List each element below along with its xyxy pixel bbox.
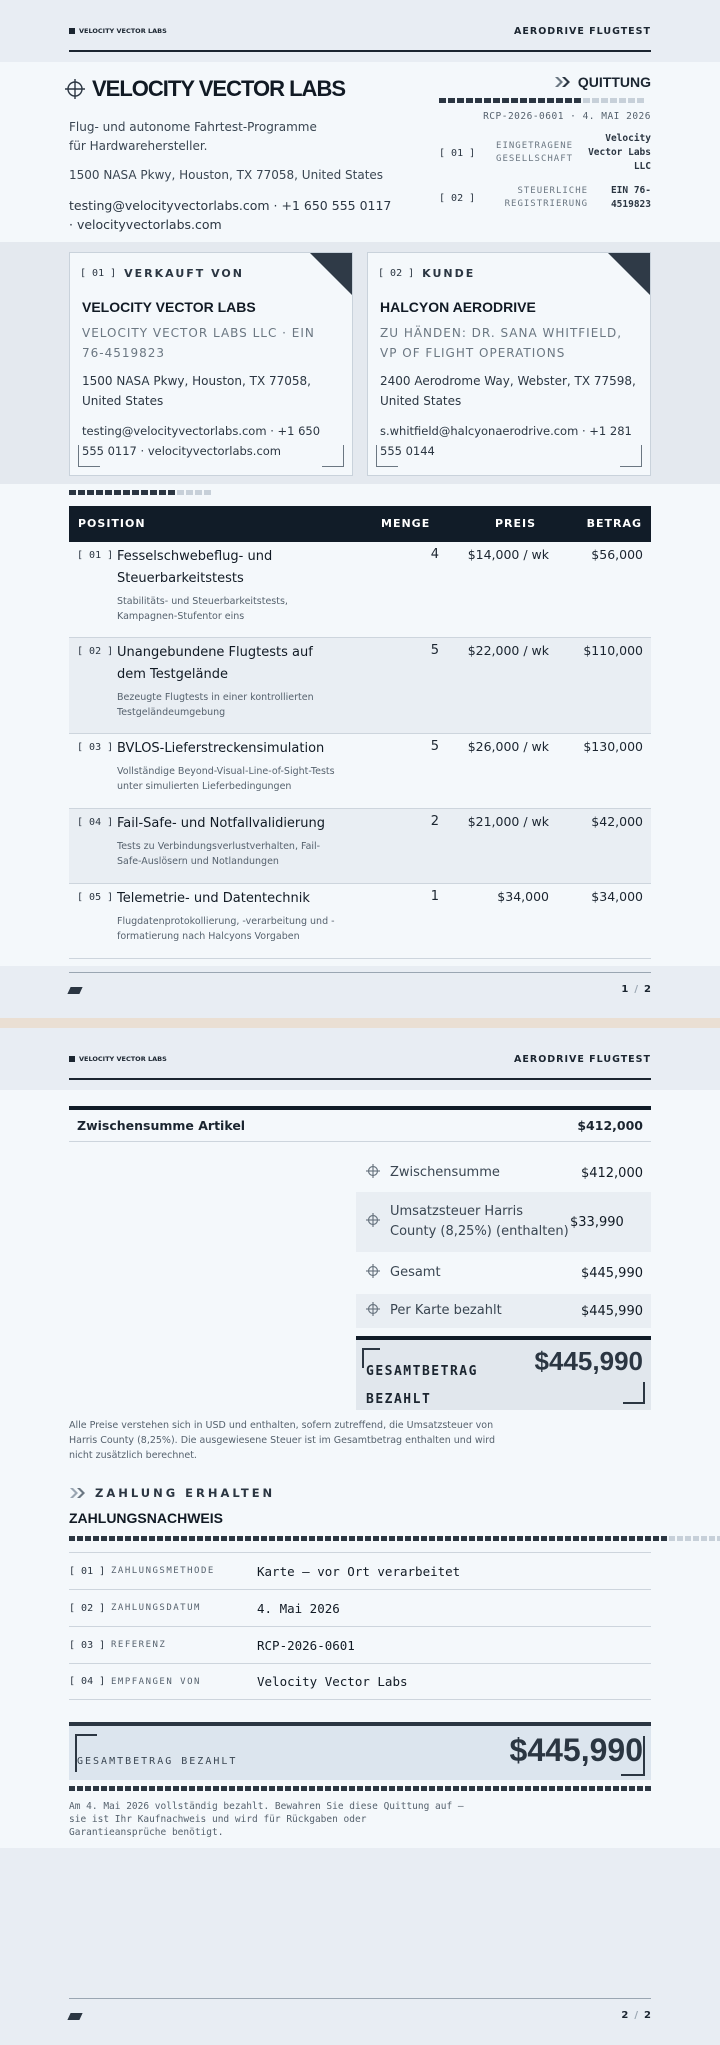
double-chevron-icon	[69, 1487, 87, 1499]
company-address: 1500 NASA Pkwy, Houston, TX 77058, United States	[69, 168, 384, 182]
bottom-dashes	[69, 1786, 651, 1791]
table-row: [ 01 ] Fesselschwebeflug- und Steuerbarkeitstests Stabilitäts- und Steuerbarkeitstests, Kampagnen-Stufentor eins 4 $14,000 / wk $56,000	[69, 542, 651, 638]
paid-total-label: GESAMTBETRAG BEZAHLT	[77, 1756, 238, 1767]
seller-contact: testing@velocityvectorlabs.com · +1 650 555 0117 · velocityvectorlabs.com	[82, 424, 321, 458]
summary-body	[0, 1090, 720, 1848]
registration-row: [ 02 ] STEUERLICHE REGISTRIERUNG EIN 76-4519823	[439, 185, 651, 210]
running-header	[69, 20, 651, 42]
table-row: [ 03 ] BVLOS-Lieferstreckensimulation Vollständige Beyond-Visual-Line-of-Sight-Tests unter simulierten Lieferbedingungen 5 $26,000 / wk $130,000	[69, 734, 651, 809]
double-chevron-icon	[554, 76, 572, 88]
page-footer	[69, 972, 651, 995]
parallelogram-icon	[67, 2013, 82, 2020]
paid-total-box	[69, 1722, 651, 1780]
table-header: POSITION MENGE PREIS BETRAG	[69, 506, 651, 542]
grand-total-box	[356, 1336, 651, 1410]
header-doc-title: AERODRIVE FLUGTEST	[514, 25, 651, 37]
customer-contact: s.whitfield@halcyonaerodrive.com · +1 281 555 0144	[380, 424, 632, 458]
seller-name: VELOCITY VECTOR LABS	[82, 299, 256, 315]
table-row: [ 02 ] Unangebundene Flugtests auf dem Testgelände Bezeugte Flugtests in einer kontrollierten Testgeländeumgebung 5 $22,000 / wk $110,000	[69, 638, 651, 734]
customer-name: HALCYON AERODRIVE	[380, 299, 536, 315]
company-name: VELOCITY VECTOR LABS	[92, 76, 346, 101]
payment-row: [ 01 ] ZAHLUNGSMETHODE Karte — vor Ort verarbeitet	[69, 1552, 651, 1589]
payment-row: [ 02 ] ZAHLUNGSDATUM 4. Mai 2026	[69, 1589, 651, 1626]
running-header	[69, 1048, 651, 1070]
payment-heading: ZAHLUNG ERHALTEN	[69, 1486, 275, 1500]
crosshair-icon	[356, 1164, 390, 1182]
payment-dashes	[69, 1536, 720, 1541]
grand-total-label: GESAMTBETRAG BEZAHLT	[366, 1364, 478, 1407]
receipt-title: QUITTUNG	[439, 74, 651, 90]
page-number: 2 / 2	[621, 2010, 651, 2021]
summary-row: Umsatzsteuer Harris County (8,25%) (enthalten) $33,990	[356, 1192, 651, 1252]
customer-heading: KUNDE	[422, 267, 476, 280]
paid-total-value: $445,990	[509, 1732, 643, 1768]
logo	[64, 76, 345, 102]
company-hero	[0, 62, 720, 242]
header-brand: VELOCITY VECTOR LABS	[69, 27, 167, 35]
summary-row: Gesamt $445,990	[356, 1256, 651, 1290]
crosshair-icon	[64, 78, 86, 100]
company-contact: testing@velocityvectorlabs.com · +1 650 555 0117 · velocityvectorlabs.com	[69, 198, 392, 232]
seller-heading: VERKAUFT VON	[124, 267, 244, 280]
parallelogram-icon	[67, 987, 82, 994]
payment-row: [ 04 ] EMPFANGEN VON Velocity Vector Labs	[69, 1663, 651, 1700]
seller-sub: VELOCITY VECTOR LABS LLC · EIN 76-4519823	[82, 326, 315, 360]
seller-card: [ 01 ] VERKAUFT VON VELOCITY VECTOR LABS VELOCITY VECTOR LABS LLC · EIN 76-4519823 1500 NASA Pkwy, Houston, TX 77058, United States testing@velocityvectorlabs.com · +1 650 555 0117 · velocityvectorlabs.com	[69, 252, 353, 476]
final-note: Am 4. Mai 2026 vollständig bezahlt. Bewahren Sie diese Quittung auf — sie ist Ihr Kaufnachweis und wird für Rückgaben oder Garantieansprüche benötigt.	[69, 1801, 464, 1838]
receipt-number-date: RCP-2026-0601 · 4. MAI 2026	[483, 111, 651, 122]
summary-row: Per Karte bezahlt $445,990	[356, 1294, 651, 1328]
header-rule	[69, 1078, 651, 1080]
line-items	[0, 484, 720, 966]
payment-title: ZAHLUNGSNACHWEIS	[69, 1510, 223, 1526]
crosshair-icon	[356, 1213, 390, 1231]
seller-address: 1500 NASA Pkwy, Houston, TX 77058, United States	[82, 374, 311, 408]
crosshair-icon	[356, 1264, 390, 1282]
table-row: [ 04 ] Fail-Safe- und Notfallvalidierung Tests zu Verbindungsverlustverhalten, Fail-Safe-Auslösern und Notlandungen 2 $21,000 / wk $42,000	[69, 809, 651, 884]
page-footer	[69, 1998, 651, 2021]
page-number: 1 / 2	[621, 984, 651, 995]
payment-row: [ 03 ] REFERENZ RCP-2026-0601	[69, 1626, 651, 1663]
registration-row: [ 01 ] EINGETRAGENE GESELLSCHAFT Velocity Vector Labs LLC	[439, 133, 651, 172]
customer-sub: ZU HÄNDEN: DR. SANA WHITFIELD, VP OF FLIGHT OPERATIONS	[380, 326, 623, 360]
header-brand: VELOCITY VECTOR LABS	[69, 1055, 167, 1063]
customer-card: [ 02 ] KUNDE HALCYON AERODRIVE ZU HÄNDEN: DR. SANA WHITFIELD, VP OF FLIGHT OPERATIONS 2400 Aerodrome Way, Webster, TX 77598, United States s.whitfield@halcyonaerodrive.com · +1 281 555 0144	[367, 252, 651, 476]
customer-address: 2400 Aerodrome Way, Webster, TX 77598, United States	[380, 374, 636, 408]
page-2	[0, 1028, 720, 2045]
progress-dashes	[439, 98, 651, 103]
page-1	[0, 0, 720, 1018]
crosshair-icon	[356, 1302, 390, 1320]
header-rule	[69, 50, 651, 52]
company-tagline: Flug- und autonome Fahrtest-Programme für Hardwarehersteller.	[69, 120, 317, 153]
grand-total-value: $445,990	[534, 1346, 643, 1376]
receipt-meta	[439, 74, 651, 212]
header-doc-title: AERODRIVE FLUGTEST	[514, 1053, 651, 1065]
summary-row: Zwischensumme $412,000	[356, 1156, 651, 1190]
table-dashes	[69, 490, 211, 495]
articles-subtotal: Zwischensumme Artikel $412,000	[69, 1106, 651, 1142]
parties-band	[0, 242, 720, 484]
page-gap	[0, 1018, 720, 1028]
tax-note: Alle Preise verstehen sich in USD und enthalten, sofern zutreffend, die Umsatzsteuer von Harris County (8,25%). Die ausgewiesene Steuer ist im Gesamtbetrag enthalten und wird nicht zusätzlich berechnet.	[69, 1420, 496, 1461]
table-row: [ 05 ] Telemetrie- und Datentechnik Flugdatenprotokollierung, -verarbeitung und -formatierung nach Halcyons Vorgaben 1 $34,000 $34,000	[69, 884, 651, 959]
